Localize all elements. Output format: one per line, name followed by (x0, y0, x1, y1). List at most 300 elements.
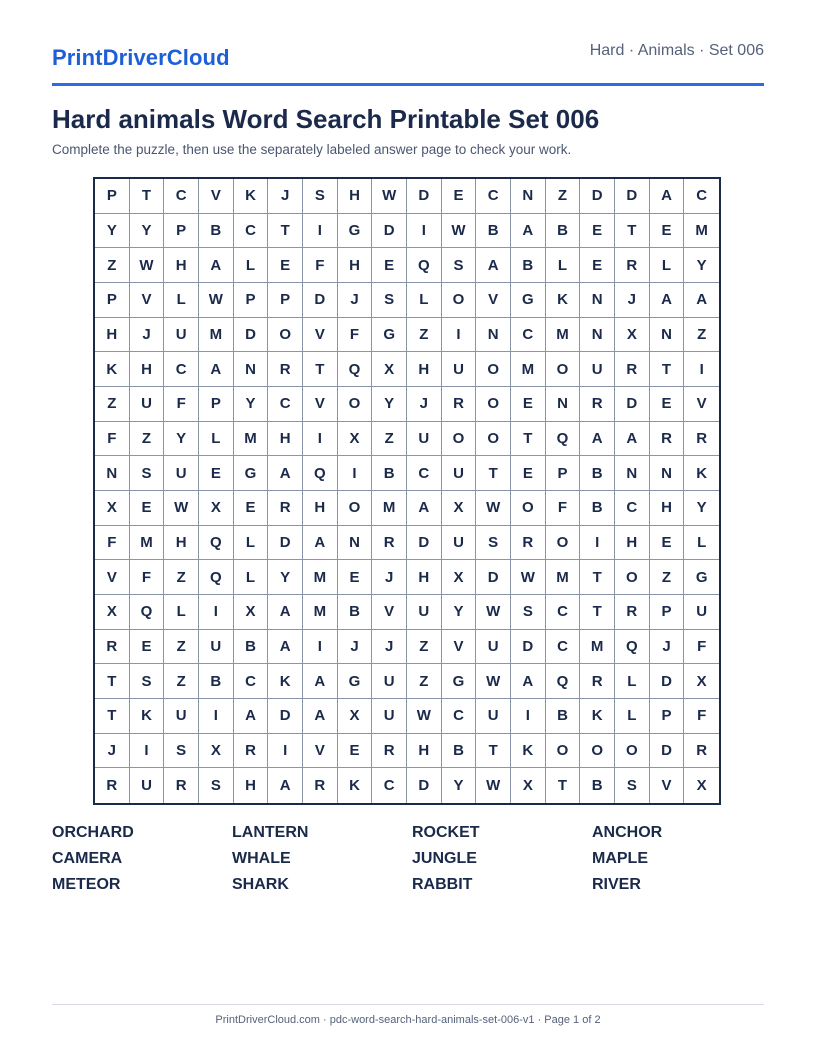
grid-cell: L (407, 283, 442, 318)
grid-cell: F (546, 491, 581, 526)
grid-cell: B (372, 456, 407, 491)
grid-cell: T (546, 768, 581, 803)
grid-cell: C (372, 768, 407, 803)
grid-cell: S (199, 768, 234, 803)
grid-cell: C (234, 664, 269, 699)
grid-cell: T (476, 456, 511, 491)
grid-cell: M (372, 491, 407, 526)
grid-cell: R (268, 491, 303, 526)
grid-cell: O (268, 318, 303, 353)
grid-cell: Z (372, 422, 407, 457)
grid-cell: R (511, 526, 546, 561)
brand-logo[interactable]: PrintDriverCloud (52, 45, 230, 70)
grid-cell: A (615, 422, 650, 457)
grid-cell: E (442, 179, 477, 214)
grid-cell: K (95, 352, 130, 387)
grid-cell: H (338, 179, 373, 214)
grid-cell: A (268, 456, 303, 491)
grid-cell: F (95, 422, 130, 457)
grid-cell: R (615, 248, 650, 283)
grid-cell: I (199, 699, 234, 734)
grid-cell: H (338, 248, 373, 283)
grid-cell: V (130, 283, 165, 318)
grid-cell: M (546, 318, 581, 353)
grid-cell: P (199, 387, 234, 422)
grid-cell: Q (199, 560, 234, 595)
grid-cell: S (615, 768, 650, 803)
grid-cell: K (268, 664, 303, 699)
grid-cell: R (372, 734, 407, 769)
word-list-item: ANCHOR (592, 824, 663, 841)
grid-cell: U (199, 630, 234, 665)
grid-cell: E (338, 560, 373, 595)
word-list-item: JUNGLE (412, 850, 477, 867)
grid-cell: Z (95, 248, 130, 283)
word-search-grid (93, 177, 721, 805)
grid-cell: S (476, 526, 511, 561)
grid-cell: S (164, 734, 199, 769)
grid-cell: T (476, 734, 511, 769)
grid-cell: L (234, 248, 269, 283)
grid-cell: J (407, 387, 442, 422)
grid-cell: P (650, 595, 685, 630)
grid-cell: Q (546, 664, 581, 699)
grid-cell: Z (164, 664, 199, 699)
grid-cell: U (164, 456, 199, 491)
grid-cell: F (303, 248, 338, 283)
grid-cell: T (95, 699, 130, 734)
grid-cell: B (442, 734, 477, 769)
grid-cell: D (511, 630, 546, 665)
grid-cell: I (303, 214, 338, 249)
grid-cell: G (684, 560, 719, 595)
grid-cell: T (615, 214, 650, 249)
word-list-item: LANTERN (232, 824, 309, 841)
grid-cell: H (407, 352, 442, 387)
grid-cell: K (511, 734, 546, 769)
grid-cell: W (442, 214, 477, 249)
word-list-item: ORCHARD (52, 824, 134, 841)
grid-cell: Q (303, 456, 338, 491)
grid-cell: P (546, 456, 581, 491)
grid-cell: D (407, 179, 442, 214)
grid-cell: J (338, 630, 373, 665)
grid-cell: I (268, 734, 303, 769)
grid-cell: Z (164, 560, 199, 595)
grid-cell: R (95, 630, 130, 665)
grid-cell: T (580, 595, 615, 630)
grid-cell: L (650, 248, 685, 283)
grid-cell: D (650, 664, 685, 699)
grid-cell: Q (546, 422, 581, 457)
grid-cell: D (615, 179, 650, 214)
grid-cell: C (164, 179, 199, 214)
grid-cell: J (268, 179, 303, 214)
grid-cell: K (130, 699, 165, 734)
grid-cell: M (303, 560, 338, 595)
grid-cell: R (615, 595, 650, 630)
grid-cell: E (650, 526, 685, 561)
grid-cell: R (684, 734, 719, 769)
grid-cell: N (580, 283, 615, 318)
grid-cell: K (580, 699, 615, 734)
grid-cell: Q (130, 595, 165, 630)
grid-cell: L (164, 595, 199, 630)
breadcrumb: Hard · Animals · Set 006 (589, 42, 764, 59)
grid-cell: I (303, 630, 338, 665)
grid-cell: O (615, 734, 650, 769)
grid-cell: J (372, 560, 407, 595)
grid-cell: U (407, 422, 442, 457)
grid-cell: L (684, 526, 719, 561)
grid-cell: C (684, 179, 719, 214)
grid-cell: L (546, 248, 581, 283)
grid-cell: Y (268, 560, 303, 595)
grid-cell: R (268, 352, 303, 387)
grid-cell: Z (684, 318, 719, 353)
grid-cell: Y (684, 248, 719, 283)
grid-cell: Y (372, 387, 407, 422)
grid-cell: M (580, 630, 615, 665)
grid-cell: D (407, 526, 442, 561)
grid-cell: V (303, 318, 338, 353)
grid-cell: M (684, 214, 719, 249)
grid-cell: D (650, 734, 685, 769)
grid-cell: I (511, 699, 546, 734)
grid-cell: A (511, 214, 546, 249)
grid-cell: B (234, 630, 269, 665)
grid-cell: U (442, 352, 477, 387)
grid-cell: E (650, 214, 685, 249)
grid-cell: E (511, 456, 546, 491)
grid-cell: W (372, 179, 407, 214)
grid-cell: D (615, 387, 650, 422)
grid-cell: I (130, 734, 165, 769)
grid-cell: Y (442, 595, 477, 630)
grid-cell: O (476, 422, 511, 457)
grid-cell: X (95, 491, 130, 526)
grid-cell: D (303, 283, 338, 318)
grid-cell: W (476, 768, 511, 803)
grid-cell: A (650, 179, 685, 214)
grid-cell: A (199, 248, 234, 283)
grid-cell: H (234, 768, 269, 803)
grid-cell: V (95, 560, 130, 595)
grid-cell: R (684, 422, 719, 457)
grid-cell: D (372, 214, 407, 249)
grid-cell: G (338, 214, 373, 249)
grid-cell: Y (95, 214, 130, 249)
grid-cell: X (234, 595, 269, 630)
grid-cell: A (303, 526, 338, 561)
grid-cell: O (580, 734, 615, 769)
grid-cell: M (130, 526, 165, 561)
grid-cell: B (199, 214, 234, 249)
grid-cell: V (442, 630, 477, 665)
grid-cell: E (234, 491, 269, 526)
grid-cell: Y (684, 491, 719, 526)
grid-cell: A (650, 283, 685, 318)
grid-cell: A (476, 248, 511, 283)
grid-cell: G (372, 318, 407, 353)
grid-cell: W (476, 491, 511, 526)
grid-cell: N (234, 352, 269, 387)
grid-cell: Y (234, 387, 269, 422)
grid-cell: W (476, 595, 511, 630)
grid-cell: Z (130, 422, 165, 457)
grid-cell: I (684, 352, 719, 387)
grid-cell: Q (615, 630, 650, 665)
word-list-item: WHALE (232, 850, 291, 867)
grid-cell: P (234, 283, 269, 318)
grid-cell: O (546, 526, 581, 561)
word-list-item: METEOR (52, 876, 121, 893)
grid-cell: C (511, 318, 546, 353)
page-subtitle: Complete the puzzle, then use the separately labeled answer page to check your work. (52, 142, 572, 157)
grid-cell: H (130, 352, 165, 387)
grid-cell: H (407, 734, 442, 769)
grid-cell: E (580, 214, 615, 249)
grid-cell: L (199, 422, 234, 457)
grid-cell: U (442, 526, 477, 561)
grid-cell: N (580, 318, 615, 353)
grid-cell: V (303, 387, 338, 422)
grid-cell: I (303, 422, 338, 457)
grid-cell: D (268, 699, 303, 734)
grid-cell: K (338, 768, 373, 803)
grid-cell: P (95, 283, 130, 318)
grid-cell: H (650, 491, 685, 526)
grid-cell: V (199, 179, 234, 214)
grid-cell: D (234, 318, 269, 353)
grid-cell: A (511, 664, 546, 699)
grid-cell: O (476, 387, 511, 422)
grid-cell: A (268, 595, 303, 630)
grid-cell: X (684, 664, 719, 699)
grid-cell: S (511, 595, 546, 630)
grid-cell: C (442, 699, 477, 734)
grid-cell: E (511, 387, 546, 422)
grid-cell: N (615, 456, 650, 491)
grid-cell: A (268, 768, 303, 803)
grid-cell: V (303, 734, 338, 769)
grid-cell: Z (407, 630, 442, 665)
grid-cell: Y (164, 422, 199, 457)
grid-cell: A (580, 422, 615, 457)
grid-cell: O (546, 734, 581, 769)
word-list-item: RABBIT (412, 876, 473, 893)
grid-cell: U (130, 768, 165, 803)
grid-cell: S (130, 456, 165, 491)
grid-cell: C (546, 595, 581, 630)
grid-cell: A (407, 491, 442, 526)
grid-cell: H (615, 526, 650, 561)
grid-cell: R (234, 734, 269, 769)
grid-cell: T (130, 179, 165, 214)
grid-cell: M (234, 422, 269, 457)
grid-cell: X (372, 352, 407, 387)
grid-cell: G (234, 456, 269, 491)
grid-cell: H (95, 318, 130, 353)
grid-cell: T (95, 664, 130, 699)
grid-cell: P (95, 179, 130, 214)
grid-cell: V (650, 768, 685, 803)
grid-cell: U (164, 699, 199, 734)
grid-cell: Y (442, 768, 477, 803)
grid-cell: X (95, 595, 130, 630)
grid-cell: I (338, 456, 373, 491)
grid-cell: J (95, 734, 130, 769)
grid-cell: I (199, 595, 234, 630)
grid-cell: M (199, 318, 234, 353)
grid-cell: W (407, 699, 442, 734)
grid-cell: J (338, 283, 373, 318)
grid-cell: R (650, 422, 685, 457)
grid-cell: O (338, 491, 373, 526)
grid-cell: X (615, 318, 650, 353)
grid-cell: U (164, 318, 199, 353)
grid-cell: H (407, 560, 442, 595)
grid-cell: C (268, 387, 303, 422)
header-divider (52, 83, 764, 86)
grid-cell: T (580, 560, 615, 595)
grid-cell: E (268, 248, 303, 283)
grid-cell: B (546, 214, 581, 249)
grid-cell: A (303, 664, 338, 699)
grid-cell: G (511, 283, 546, 318)
grid-cell: R (303, 768, 338, 803)
grid-cell: E (650, 387, 685, 422)
grid-cell: W (476, 664, 511, 699)
grid-cell: P (268, 283, 303, 318)
grid-cell: X (696, 777, 707, 795)
grid-cell: Z (407, 664, 442, 699)
grid-cell: A (268, 630, 303, 665)
grid-cell: Z (650, 560, 685, 595)
grid-cell: P (164, 214, 199, 249)
grid-cell: X (199, 491, 234, 526)
grid-cell: C (476, 179, 511, 214)
grid-cell: M (511, 352, 546, 387)
grid-cell: Z (95, 387, 130, 422)
grid-cell: J (130, 318, 165, 353)
grid-cell: G (442, 664, 477, 699)
grid-cell: E (372, 248, 407, 283)
grid-cell: F (95, 526, 130, 561)
page-title: Hard animals Word Search Printable Set 006 (52, 104, 600, 134)
grid-cell: D (476, 560, 511, 595)
grid-cell: N (95, 456, 130, 491)
grid-cell: U (684, 595, 719, 630)
grid-cell: W (130, 248, 165, 283)
grid-cell: B (546, 699, 581, 734)
grid-cell: B (476, 214, 511, 249)
grid-cell: R (615, 352, 650, 387)
grid-cell: R (164, 768, 199, 803)
grid-cell: V (372, 595, 407, 630)
grid-cell: I (407, 214, 442, 249)
grid-cell: T (511, 422, 546, 457)
grid-cell: C (234, 214, 269, 249)
grid-cell: B (580, 768, 615, 803)
grid-cell: S (372, 283, 407, 318)
grid-cell: E (130, 491, 165, 526)
grid-cell: A (303, 699, 338, 734)
grid-cell: U (580, 352, 615, 387)
grid-cell: T (650, 352, 685, 387)
grid-cell: X (511, 768, 546, 803)
grid-cell: P (650, 699, 685, 734)
grid-cell: A (684, 283, 719, 318)
grid-cell: D (580, 179, 615, 214)
grid-cell: Q (407, 248, 442, 283)
grid-cell: I (580, 526, 615, 561)
grid-cell: N (546, 387, 581, 422)
grid-cell: V (684, 387, 719, 422)
grid-cell: X (442, 560, 477, 595)
grid-cell: F (338, 318, 373, 353)
footer-text: PrintDriverCloud.com · pdc-word-search-hard-animals-set-006-v1 · Page 1 of 2 (215, 1014, 601, 1026)
grid-cell: J (615, 283, 650, 318)
grid-cell: U (476, 699, 511, 734)
grid-cell: S (130, 664, 165, 699)
grid-cell: E (130, 630, 165, 665)
grid-cell: F (684, 630, 719, 665)
grid-cell: W (511, 560, 546, 595)
grid-cell: N (338, 526, 373, 561)
grid-cell: X (338, 699, 373, 734)
grid-cell: V (476, 283, 511, 318)
grid-cell: H (164, 526, 199, 561)
grid-cell: C (546, 630, 581, 665)
grid-cell: D (407, 768, 442, 803)
grid-cell: A (199, 352, 234, 387)
grid-cell: S (303, 179, 338, 214)
grid-cell: U (476, 630, 511, 665)
grid-cell: Q (199, 526, 234, 561)
grid-cell: H (303, 491, 338, 526)
grid-cell: E (199, 456, 234, 491)
word-list-item: SHARK (232, 876, 289, 893)
footer-divider (52, 1004, 764, 1005)
grid-cell: R (95, 768, 130, 803)
grid-cell: L (234, 526, 269, 561)
grid-cell: M (303, 595, 338, 630)
grid-cell: R (580, 664, 615, 699)
grid-cell: T (268, 214, 303, 249)
grid-cell: Q (338, 352, 373, 387)
grid-cell: B (511, 248, 546, 283)
grid-cell: N (511, 179, 546, 214)
grid-cell: X (442, 491, 477, 526)
grid-cell: O (338, 387, 373, 422)
grid-cell: S (442, 248, 477, 283)
grid-cell: F (130, 560, 165, 595)
grid-cell: T (303, 352, 338, 387)
grid-cell: L (164, 283, 199, 318)
grid-cell: O (615, 560, 650, 595)
word-list-item: CAMERA (52, 850, 123, 867)
grid-cell: H (268, 422, 303, 457)
grid-cell: Z (407, 318, 442, 353)
grid-cell: X (338, 422, 373, 457)
grid-cell: H (164, 248, 199, 283)
grid-cell: C (615, 491, 650, 526)
grid-cell: O (476, 352, 511, 387)
grid-cell: Z (546, 179, 581, 214)
grid-cell: K (546, 283, 581, 318)
grid-cell: O (511, 491, 546, 526)
